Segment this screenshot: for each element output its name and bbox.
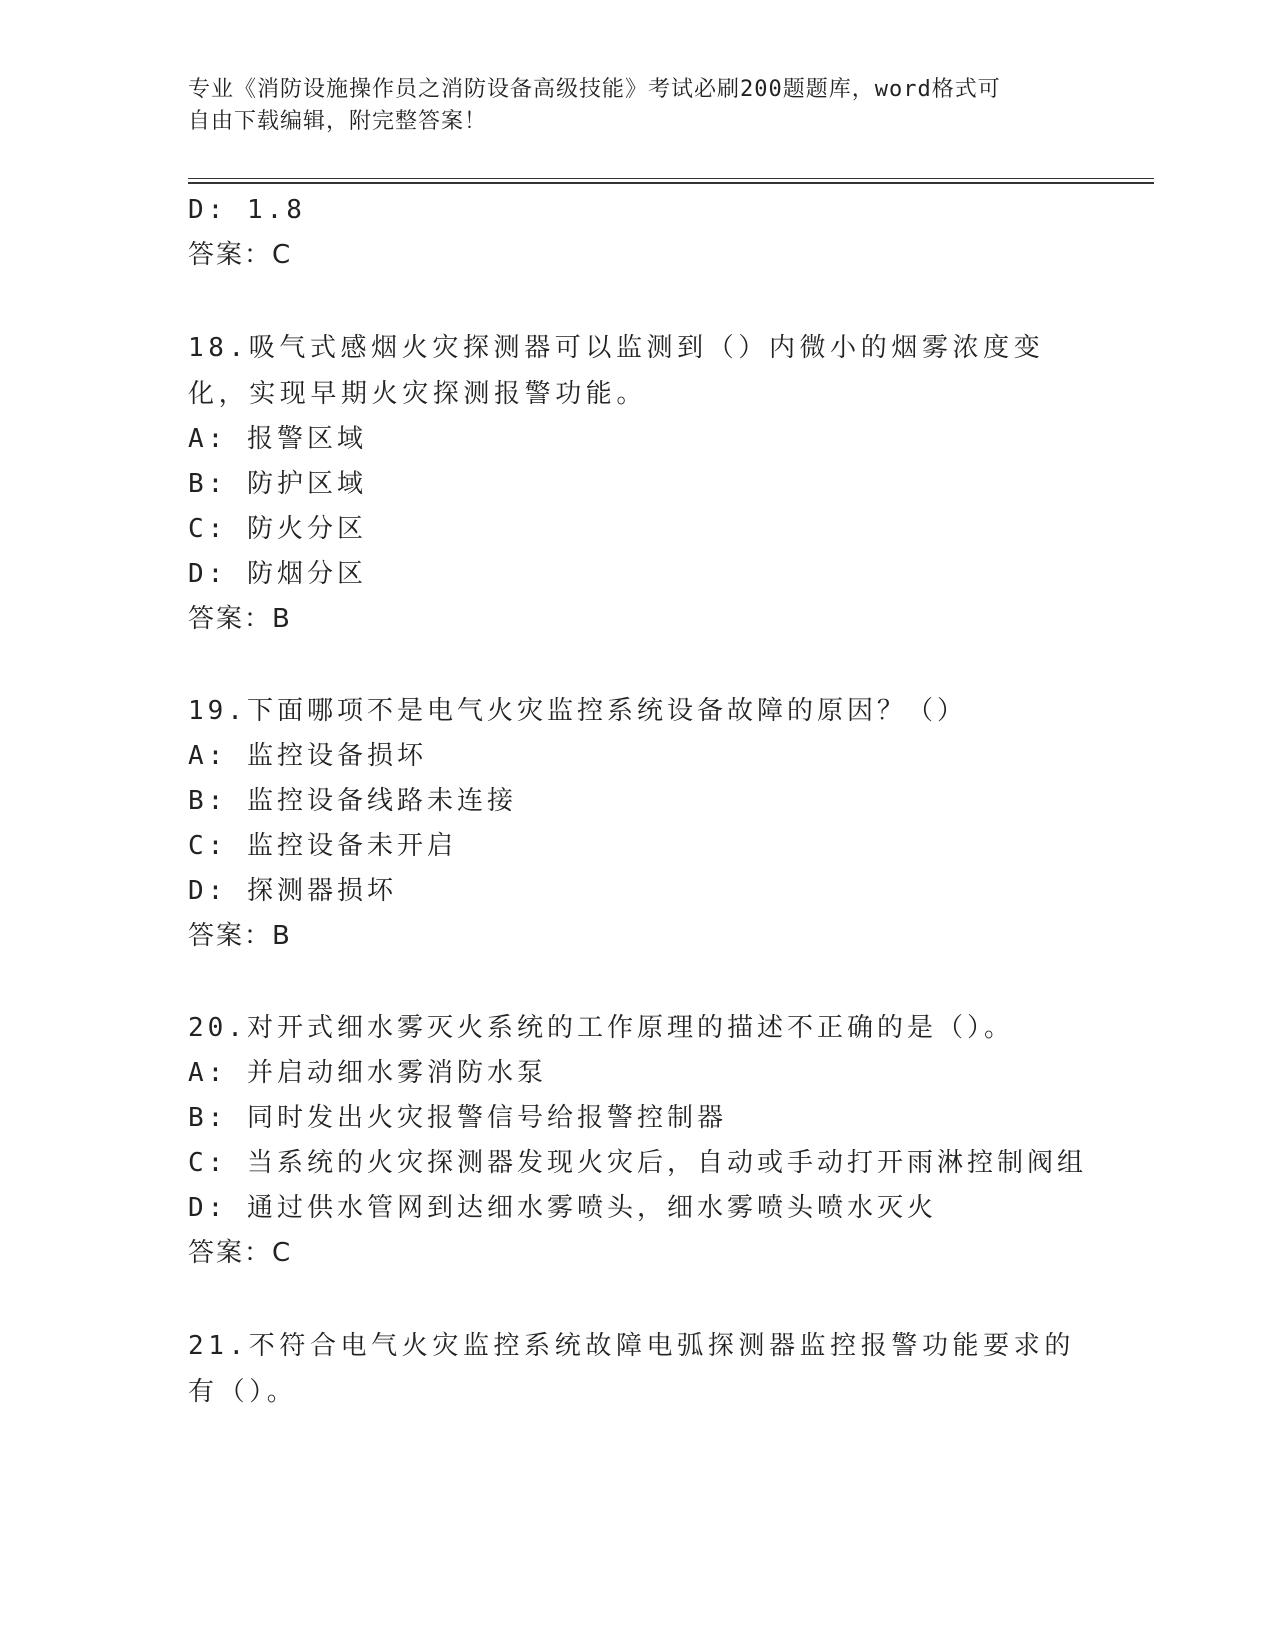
question-20-text: 20.对开式细水雾灭火系统的工作原理的描述不正确的是（）。 bbox=[188, 1013, 1014, 1043]
question-18-option-a: A: 报警区域 bbox=[188, 424, 367, 454]
question-18-option-d: D: 防烟分区 bbox=[188, 559, 367, 589]
prev-answer: 答案：C bbox=[188, 240, 293, 270]
question-20-option-d: D: 通过供水管网到达细水雾喷头，细水雾喷头喷水灭火 bbox=[188, 1193, 937, 1223]
question-20-answer: 答案：C bbox=[188, 1238, 293, 1268]
question-20-option-b: B: 同时发出火灾报警信号给报警控制器 bbox=[188, 1103, 727, 1133]
header-divider-thin bbox=[188, 178, 1154, 179]
question-20-option-a: A: 并启动细水雾消防水泵 bbox=[188, 1058, 547, 1088]
question-18-option-b: B: 防护区域 bbox=[188, 469, 367, 499]
spacer bbox=[188, 642, 1088, 689]
page-header bbox=[188, 74, 1068, 138]
prev-option-d: D: 1.8 bbox=[188, 195, 306, 225]
header-line-1: 专业《消防设施操作员之消防设备高级技能》考试必刷200题题库，word格式可 bbox=[188, 77, 1001, 102]
question-19-answer: 答案：B bbox=[188, 921, 292, 951]
question-21-text: 21.不符合电气火灾监控系统故障电弧探测器监控报警功能要求的有（）。 bbox=[188, 1331, 1075, 1407]
header-divider-thick bbox=[188, 182, 1154, 184]
question-20-option-c: C: 当系统的火灾探测器发现火灾后，自动或手动打开雨淋控制阀组 bbox=[188, 1148, 1087, 1178]
question-19-option-d: D: 探测器损坏 bbox=[188, 876, 397, 906]
question-content bbox=[188, 188, 1088, 1415]
question-19-text: 19.下面哪项不是电气火灾监控系统设备故障的原因？（） bbox=[188, 696, 967, 726]
spacer bbox=[188, 1276, 1088, 1323]
question-18-text: 18.吸气式感烟火灾探测器可以监测到（）内微小的烟雾浓度变化，实现早期火灾探测报警功能。 bbox=[188, 333, 1045, 409]
header-line-2: 自由下载编辑，附完整答案！ bbox=[188, 109, 488, 134]
question-18-option-c: C: 防火分区 bbox=[188, 514, 367, 544]
question-19-option-a: A: 监控设备损坏 bbox=[188, 741, 427, 771]
question-18-answer: 答案：B bbox=[188, 604, 292, 634]
question-19-option-c: C: 监控设备未开启 bbox=[188, 831, 457, 861]
question-19-option-b: B: 监控设备线路未连接 bbox=[188, 786, 517, 816]
spacer bbox=[188, 278, 1088, 325]
spacer bbox=[188, 959, 1088, 1006]
